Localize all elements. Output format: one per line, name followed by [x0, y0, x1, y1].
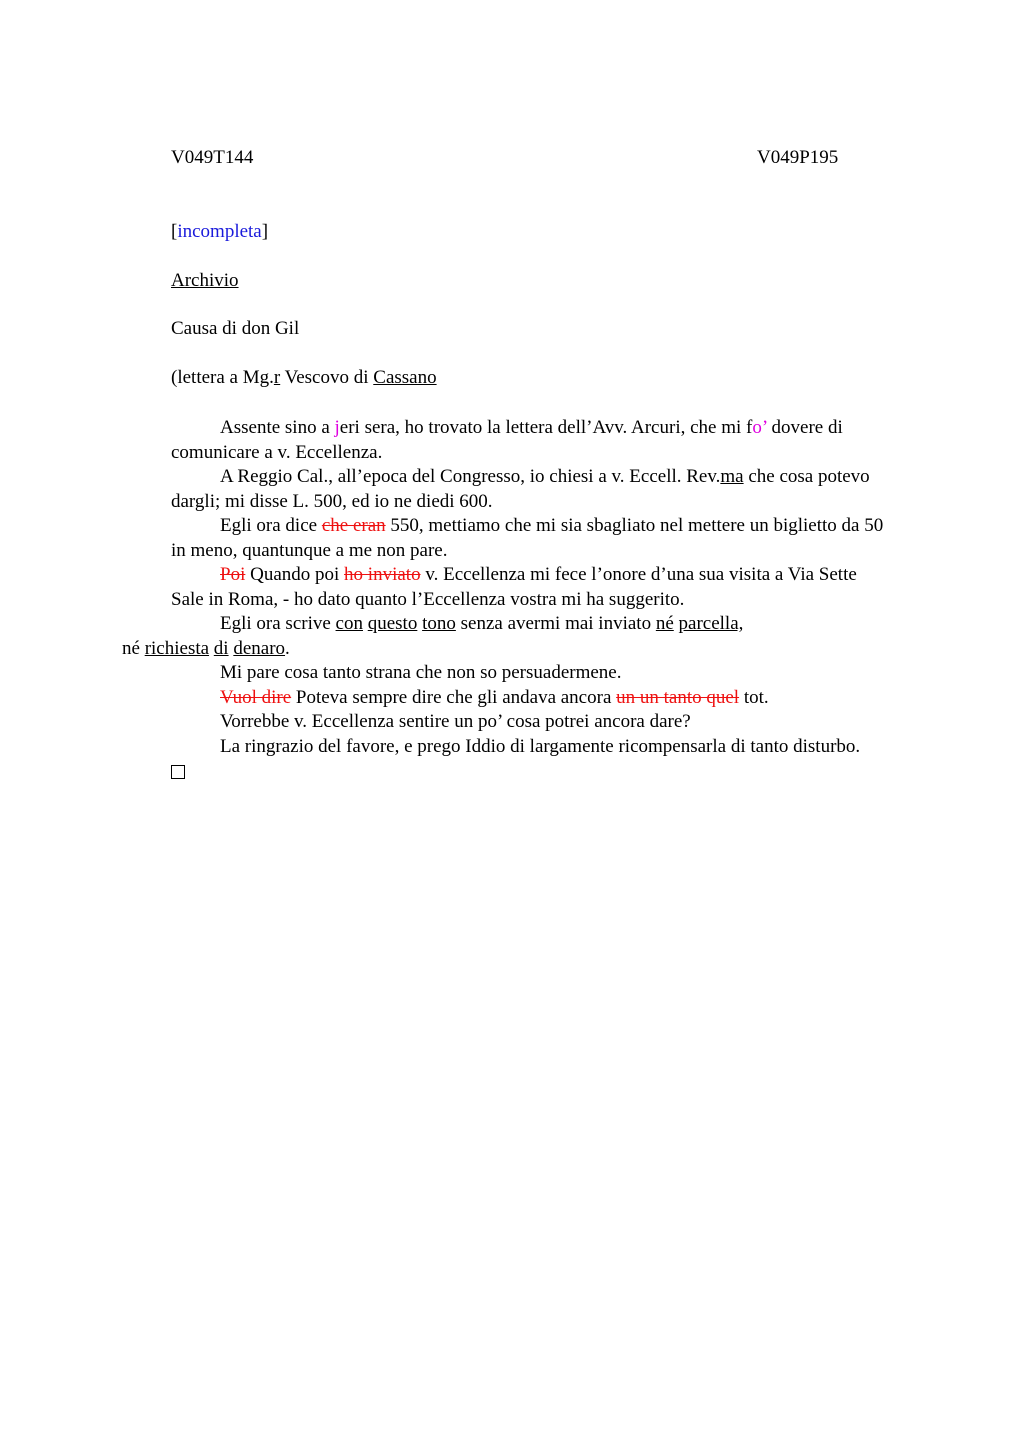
paragraph-8: Vorrebbe v. Eccellenza sentire un po’ cosa potrei ancora dare?	[220, 711, 691, 732]
deletion: che eran	[321, 515, 386, 536]
deletion: Vuol dire	[220, 686, 292, 708]
paragraph-1: Assente sino a jeri sera, ho trovato la lettera dell’Avv. Arcuri, che mi fo’ dovere di comunicare a v. Eccellenza.	[171, 417, 843, 463]
paragraph-5: Egli ora scrive con questo tono senza avermi mai inviato né parcella, né richiesta di denaro.	[122, 613, 744, 659]
checkbox-square-icon	[171, 765, 185, 779]
deletion: ho inviato	[344, 564, 421, 585]
paragraph-7: Vuol dire Poteva sempre dire che gli andava ancora un un tanto quel tot.	[220, 686, 769, 708]
letter-body	[122, 416, 891, 787]
archive-label: Archivio	[171, 270, 239, 291]
paragraph-9: La ringrazio del favore, e prego Iddio di largamente ricompensarla di tanto disturbo.	[220, 735, 861, 757]
paragraph-2: A Reggio Cal., all’epoca del Congresso, io chiesi a v. Eccell. Rev.ma che cosa potevo dargli; mi disse L. 500, ed io ne diedi 600.	[171, 466, 870, 512]
recipient-line: (lettera a Mg.r Vescovo di Cassano	[171, 367, 437, 388]
document-code-left: V049T144	[171, 147, 254, 168]
end-marker-box	[171, 759, 891, 787]
paragraph-6: Mi pare cosa tanto strana che non so persuadermene.	[220, 662, 622, 683]
subject-line: Causa di don Gil	[171, 318, 300, 339]
deletion: un un tanto quel	[616, 686, 740, 708]
deletion: Poi	[220, 564, 246, 585]
paragraph-4: Poi Quando poi ho inviato v. Eccellenza mi fece l’onore d’una sua visita a Via Sette Sale in Roma, - ho dato quanto l’Eccellenza vostra mi ha suggerito.	[171, 564, 857, 610]
paragraph-3: Egli ora dice che eran 550, mettiamo che mi sia sbagliato nel mettere un biglietto da 50 in meno, quantunque a me non pare.	[171, 515, 884, 561]
status-note: [incompleta]	[171, 221, 269, 242]
document-code-right: V049P195	[757, 147, 839, 168]
recipient-place: Cassano	[373, 367, 437, 388]
status-label: incompleta	[177, 221, 262, 242]
